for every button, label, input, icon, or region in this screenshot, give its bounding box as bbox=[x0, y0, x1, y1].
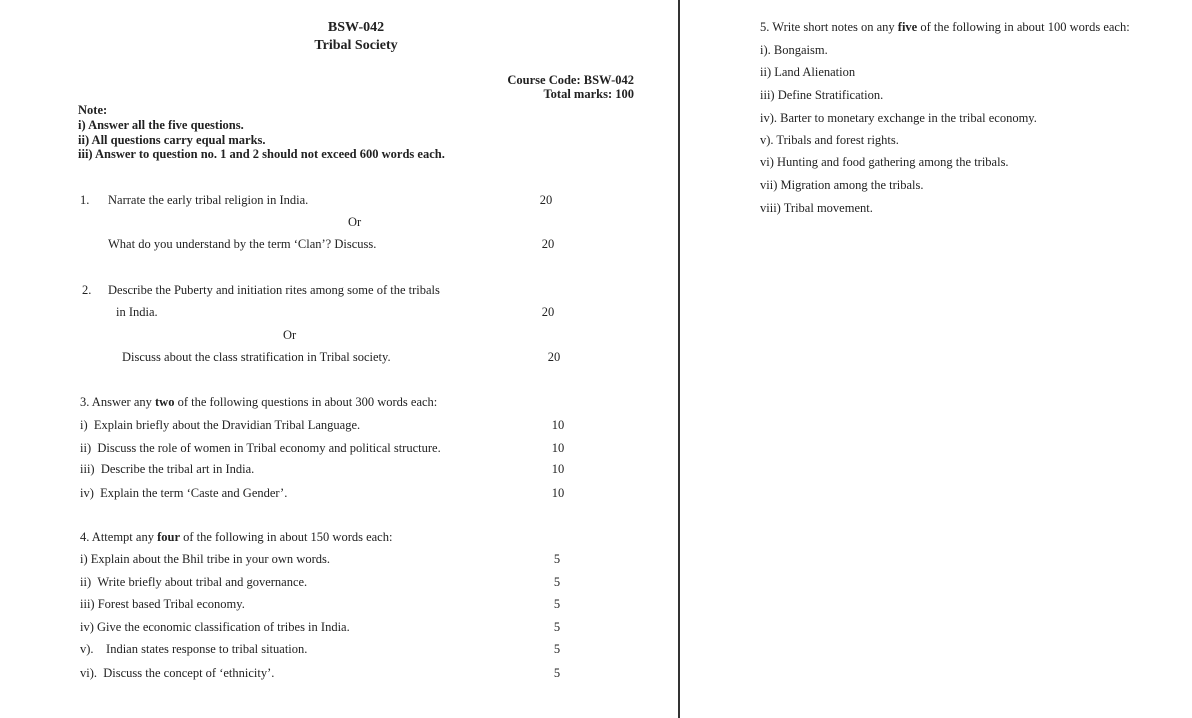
sub-question: vi) Hunting and food gathering among the tribals. bbox=[760, 155, 1009, 169]
question-marks: 10 bbox=[551, 462, 565, 476]
or-separator: Or bbox=[348, 215, 362, 229]
sub-question: vi). Discuss the concept of ‘ethnicity’. bbox=[80, 666, 275, 680]
sub-question: iv) Explain the term ‘Caste and Gender’. bbox=[80, 486, 288, 500]
sub-question: iv). Barter to monetary exchange in the tribal economy. bbox=[760, 111, 1037, 125]
question-intro: 4. Attempt any four of the following in about 150 words each: bbox=[80, 530, 393, 544]
or-separator: Or bbox=[283, 328, 297, 342]
question-marks: 5 bbox=[553, 575, 561, 589]
question-text: Discuss about the class stratification in Tribal society. bbox=[122, 350, 391, 364]
question-number: 1. bbox=[80, 193, 90, 207]
course-code-label: Course Code: BSW-042 bbox=[507, 73, 634, 87]
question-marks: 5 bbox=[553, 597, 561, 611]
sub-question: v). Indian states response to tribal situation. bbox=[80, 642, 308, 656]
total-marks-label: Total marks: 100 bbox=[543, 87, 634, 101]
question-marks: 20 bbox=[547, 350, 561, 364]
paper-code-heading: BSW-042 bbox=[327, 20, 385, 35]
sub-question: viii) Tribal movement. bbox=[760, 201, 873, 215]
sub-question: iii) Forest based Tribal economy. bbox=[80, 597, 245, 611]
question-intro: 5. Write short notes on any five of the following in about 100 words each: bbox=[760, 20, 1130, 34]
sub-question: vii) Migration among the tribals. bbox=[760, 178, 924, 192]
question-marks: 10 bbox=[551, 486, 565, 500]
question-text: Narrate the early tribal religion in India. bbox=[108, 193, 309, 207]
sub-question: ii) Land Alienation bbox=[760, 65, 856, 79]
sub-question: ii) Write briefly about tribal and governance. bbox=[80, 575, 308, 589]
question-marks: 20 bbox=[541, 305, 555, 319]
question-marks: 10 bbox=[551, 418, 565, 432]
question-text: What do you understand by the term ‘Clan’? Discuss. bbox=[108, 237, 377, 251]
question-marks: 5 bbox=[553, 552, 561, 566]
exam-page-right bbox=[680, 0, 1192, 718]
note-heading: Note: bbox=[78, 103, 108, 117]
sub-question: i) Explain briefly about the Dravidian Tribal Language. bbox=[80, 418, 361, 432]
note-item: i) Answer all the five questions. bbox=[78, 118, 244, 132]
question-marks: 20 bbox=[539, 193, 553, 207]
question-text: Describe the Puberty and initiation rites among some of the tribals bbox=[108, 283, 440, 297]
question-marks: 10 bbox=[551, 441, 565, 455]
note-item: iii) Answer to question no. 1 and 2 should not exceed 600 words each. bbox=[78, 147, 445, 161]
sub-question: iii) Define Stratification. bbox=[760, 88, 884, 102]
question-number: 2. bbox=[82, 283, 92, 297]
question-marks: 20 bbox=[541, 237, 555, 251]
sub-question: iii) Describe the tribal art in India. bbox=[80, 462, 255, 476]
sub-question: v). Tribals and forest rights. bbox=[760, 133, 899, 147]
sub-question: iv) Give the economic classification of tribes in India. bbox=[80, 620, 350, 634]
paper-title-heading: Tribal Society bbox=[314, 38, 398, 53]
sub-question: i) Explain about the Bhil tribe in your own words. bbox=[80, 552, 330, 566]
note-item: ii) All questions carry equal marks. bbox=[78, 133, 266, 147]
question-marks: 5 bbox=[553, 620, 561, 634]
question-marks: 5 bbox=[553, 642, 561, 656]
question-intro: 3. Answer any two of the following questions in about 300 words each: bbox=[80, 395, 438, 409]
question-text: in India. bbox=[116, 305, 158, 319]
question-marks: 5 bbox=[553, 666, 561, 680]
sub-question: ii) Discuss the role of women in Tribal economy and political structure. bbox=[80, 441, 441, 455]
sub-question: i). Bongaism. bbox=[760, 43, 828, 57]
